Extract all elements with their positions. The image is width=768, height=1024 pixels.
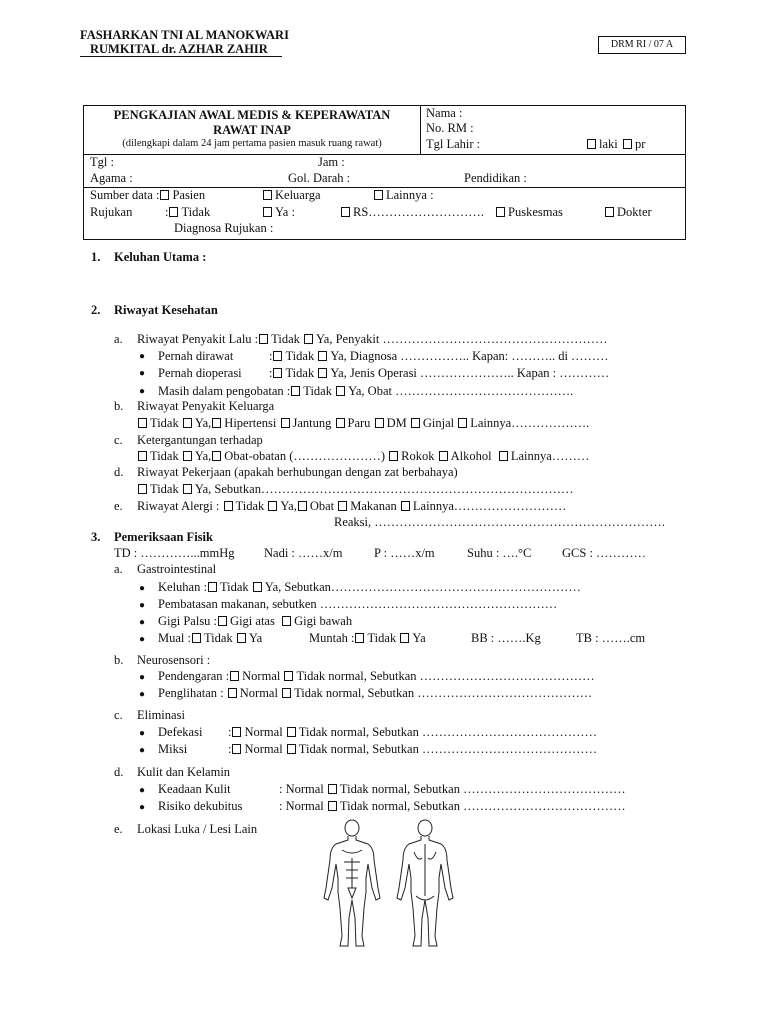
checkbox-icon[interactable] — [183, 418, 192, 428]
item-letter-d: d. — [114, 465, 124, 479]
patient-identity-table — [83, 105, 686, 240]
tgl-field[interactable]: Tgl : — [90, 155, 114, 169]
checkbox-icon[interactable] — [192, 633, 201, 643]
item-letter-e: e. — [114, 499, 123, 513]
checkbox-icon[interactable] — [318, 351, 327, 361]
checkbox-icon[interactable] — [389, 451, 398, 461]
checkbox-icon[interactable] — [355, 633, 364, 643]
vital-td[interactable]: TD : …………...mmHg — [114, 546, 235, 560]
body-front-figure — [324, 820, 380, 946]
neurosensori-label: Neurosensori : — [137, 653, 211, 667]
checkbox-icon — [374, 190, 383, 200]
checkbox-icon[interactable] — [587, 139, 596, 149]
sumber-data-row: Sumber data : Pasien — [90, 188, 206, 202]
bullet-icon: ● — [139, 386, 146, 397]
pernah-dirawat-label: Pernah dirawat — [158, 349, 234, 363]
item-letter-c: c. — [114, 708, 123, 722]
riwayat-penyakit-lalu: Riwayat Penyakit Lalu : Tidak Ya, Penyakit ……………………………………………… — [137, 332, 608, 346]
checkbox-icon — [169, 207, 178, 217]
agama-field[interactable]: Agama : — [90, 171, 133, 185]
risiko-dekubitus-label: Risiko dekubitus — [158, 799, 243, 813]
hospital-header — [80, 28, 289, 57]
rujukan-label: Rujukan — [90, 205, 133, 219]
checkbox-icon[interactable] — [439, 451, 448, 461]
checkbox-icon[interactable] — [298, 501, 307, 511]
gi-mual: Mual : Tidak Ya — [158, 631, 263, 645]
item-letter-b: b. — [114, 653, 124, 667]
sumber-lainnya[interactable]: Lainnya : — [373, 188, 434, 203]
bullet-icon: ● — [139, 802, 146, 813]
ketergantungan-options: Tidak Ya, Obat-obatan (…………………) Rokok Alkohol Lainnya……… — [137, 449, 589, 464]
riwayat-keluarga-label: Riwayat Penyakit Keluarga — [137, 399, 275, 413]
neuro-pendengaran: Pendengaran : Normal Tidak normal, Sebutkan …………………………………… — [158, 669, 595, 683]
checkbox-icon[interactable] — [232, 727, 241, 737]
item-letter-a: a. — [114, 332, 123, 346]
checkbox-icon[interactable] — [458, 418, 467, 428]
checkbox-icon[interactable] — [259, 334, 268, 344]
checkbox-icon[interactable] — [282, 688, 291, 698]
rujukan-ya[interactable]: Ya : — [262, 205, 295, 220]
form-title-2: RAWAT INAP — [213, 123, 291, 137]
gender-pr[interactable]: pr — [622, 137, 645, 152]
bullet-icon: ● — [139, 617, 146, 628]
checkbox-icon[interactable] — [623, 139, 632, 149]
keadaan-kulit-label: Keadaan Kulit — [158, 782, 231, 796]
riwayat-alergi: Riwayat Alergi : Tidak Ya, Obat Makanan Lainnya……………………… — [137, 499, 567, 513]
pemeriksaan-fisik-title: Pemeriksaan Fisik — [114, 530, 213, 544]
jam-field[interactable]: Jam : — [318, 155, 345, 169]
norm-field[interactable]: No. RM : — [426, 121, 474, 135]
vital-gcs[interactable]: GCS : ………… — [562, 546, 647, 560]
kulit-kelamin-label: Kulit dan Kelamin — [137, 765, 231, 779]
checkbox-icon[interactable] — [336, 386, 345, 396]
gi-bb[interactable]: BB : …….Kg — [471, 631, 541, 645]
vital-p[interactable]: P : ……x/m — [374, 546, 435, 560]
checkbox-icon[interactable] — [218, 616, 227, 626]
section-3-number: 3. — [91, 530, 101, 544]
checkbox-icon[interactable] — [237, 633, 246, 643]
bullet-icon: ● — [139, 745, 146, 756]
checkbox-icon[interactable] — [282, 616, 291, 626]
checkbox-icon[interactable] — [183, 484, 192, 494]
checkbox-icon[interactable] — [160, 190, 169, 200]
checkbox-icon[interactable] — [138, 418, 147, 428]
checkbox-icon[interactable] — [228, 688, 237, 698]
checkbox-icon[interactable] — [336, 418, 345, 428]
ketergantungan-label: Ketergantungan terhadap — [137, 433, 263, 447]
item-letter-d: d. — [114, 765, 124, 779]
checkbox-icon — [263, 207, 272, 217]
item-letter-e: e. — [114, 822, 123, 836]
checkbox-icon — [605, 207, 614, 217]
checkbox-icon[interactable] — [304, 334, 313, 344]
riwayat-keluarga-options: Tidak Ya, Hipertensi Jantung Paru DM Ginjal Lainnya………………. — [137, 416, 589, 431]
checkbox-icon[interactable] — [338, 501, 347, 511]
checkbox-icon[interactable] — [224, 501, 233, 511]
gol-darah-field[interactable]: Gol. Darah : — [288, 171, 351, 185]
miksi-options: : Normal Tidak normal, Sebutkan …………………………………… — [228, 742, 597, 756]
form-code: DRM RI / 07 A — [598, 36, 686, 54]
checkbox-icon[interactable] — [138, 451, 147, 461]
checkbox-icon[interactable] — [287, 727, 296, 737]
keluhan-utama-title: Keluhan Utama : — [114, 250, 207, 264]
org-line-1: FASHARKAN TNI AL MANOKWARI — [80, 28, 289, 42]
checkbox-icon[interactable] — [328, 784, 337, 794]
bullet-icon: ● — [139, 583, 146, 594]
checkbox-icon[interactable] — [230, 671, 239, 681]
body-map-figure[interactable] — [318, 818, 468, 950]
defekasi-label: Defekasi — [158, 725, 203, 739]
checkbox-icon — [496, 207, 505, 217]
checkbox-icon[interactable] — [281, 418, 290, 428]
checkbox-icon[interactable] — [138, 484, 147, 494]
bullet-icon: ● — [139, 672, 146, 683]
risiko-dekubitus-options: : Normal Tidak normal, Sebutkan ………………………………… — [279, 799, 626, 813]
pendidikan-field[interactable]: Pendidikan : — [464, 171, 527, 185]
org-line-2: RUMKITAL dr. AZHAR ZAHIR — [80, 42, 282, 57]
checkbox-icon[interactable] — [401, 501, 410, 511]
bullet-icon: ● — [139, 689, 146, 700]
gi-keluhan: Keluhan : Tidak Ya, Sebutkan…………………………………………………… — [158, 580, 581, 594]
gi-pembatasan[interactable]: Pembatasan makanan, sebutken ………………………………………………… — [158, 597, 558, 611]
gastrointestinal-label: Gastrointestinal — [137, 562, 217, 576]
section-1-number: 1. — [91, 250, 101, 264]
defekasi-options: : Normal Tidak normal, Sebutkan …………………………………… — [228, 725, 597, 739]
checkbox-icon[interactable] — [328, 801, 337, 811]
checkbox-icon[interactable] — [400, 633, 409, 643]
rujukan-dokter[interactable]: Dokter — [604, 205, 652, 220]
pernah-dioperasi-options: : Tidak Ya, Jenis Operasi ………………….. Kapan : ………… — [269, 366, 610, 380]
neuro-penglihatan: Penglihatan : Normal Tidak normal, Sebutkan …………………………………… — [158, 686, 593, 700]
checkbox-icon[interactable] — [253, 582, 262, 592]
bullet-icon: ● — [139, 351, 146, 362]
bullet-icon: ● — [139, 728, 146, 739]
bullet-icon: ● — [139, 785, 146, 796]
riwayat-pekerjaan-options: Tidak Ya, Sebutkan………………………………………………………………… — [137, 482, 573, 497]
checkbox-icon — [341, 207, 350, 217]
checkbox-icon[interactable] — [318, 368, 327, 378]
vital-suhu[interactable]: Suhu : ….°C — [467, 546, 532, 560]
form-title-1: PENGKAJIAN AWAL MEDIS & KEPERAWATAN — [113, 108, 391, 122]
pernah-dioperasi-label: Pernah dioperasi — [158, 366, 242, 380]
rujukan-rs[interactable]: RS………………………. — [340, 205, 484, 220]
sumber-keluarga[interactable]: Keluarga — [262, 188, 321, 203]
rujukan-tidak[interactable]: : Tidak — [165, 205, 211, 219]
checkbox-icon[interactable] — [212, 418, 221, 428]
miksi-label: Miksi — [158, 742, 188, 756]
body-back-figure — [397, 820, 453, 946]
item-letter-b: b. — [114, 399, 124, 413]
checkbox-icon[interactable] — [183, 451, 192, 461]
checkbox-icon[interactable] — [287, 744, 296, 754]
lokasi-luka-label: Lokasi Luka / Lesi Lain — [137, 822, 258, 836]
checkbox-icon[interactable] — [291, 386, 300, 396]
checkbox-icon[interactable] — [499, 451, 508, 461]
checkbox-icon[interactable] — [268, 501, 277, 511]
nama-field[interactable]: Nama : — [426, 106, 463, 120]
eliminasi-label: Eliminasi — [137, 708, 185, 722]
checkbox-icon[interactable] — [208, 582, 217, 592]
gender-laki[interactable]: laki — [586, 137, 618, 152]
checkbox-icon[interactable] — [232, 744, 241, 754]
keadaan-kulit-options: : Normal Tidak normal, Sebutkan ………………………………… — [279, 782, 626, 796]
pernah-dirawat-options: : Tidak Ya, Diagnosa …………….. Kapan: ……….. di ……… — [269, 349, 609, 363]
form-subtitle: (dilengkapi dalam 24 jam pertama pasien masuk ruang rawat) — [122, 138, 382, 149]
gi-tb[interactable]: TB : …….cm — [576, 631, 646, 645]
checkbox-icon — [263, 190, 272, 200]
masih-pengobatan: Masih dalam pengobatan : Tidak Ya, Obat ……………………………………. — [158, 384, 574, 398]
checkbox-icon[interactable] — [284, 671, 293, 681]
checkbox-icon[interactable] — [212, 451, 221, 461]
section-2-number: 2. — [91, 303, 101, 317]
riwayat-pekerjaan-label: Riwayat Pekerjaan (apakah berhubungan dengan zat berbahaya) — [137, 465, 458, 479]
bullet-icon: ● — [139, 634, 146, 645]
checkbox-icon[interactable] — [411, 418, 420, 428]
diagnosa-rujukan-field[interactable]: Diagnosa Rujukan : — [174, 221, 274, 235]
bullet-icon: ● — [139, 368, 146, 379]
item-letter-c: c. — [114, 433, 123, 447]
tgl-lahir-field[interactable]: Tgl Lahir : — [426, 137, 481, 151]
item-letter-a: a. — [114, 562, 123, 576]
checkbox-icon[interactable] — [375, 418, 384, 428]
checkbox-icon[interactable] — [273, 368, 282, 378]
riwayat-kesehatan-title: Riwayat Kesehatan — [114, 303, 218, 317]
gi-muntah: Muntah : Tidak Ya — [309, 631, 426, 645]
alergi-reaksi[interactable]: Reaksi, ……………………………………………………………. — [334, 515, 665, 529]
rujukan-puskesmas[interactable]: Puskesmas — [495, 205, 563, 220]
vital-nadi[interactable]: Nadi : ……x/m — [264, 546, 343, 560]
bullet-icon: ● — [139, 600, 146, 611]
checkbox-icon[interactable] — [273, 351, 282, 361]
gi-gigi-palsu: Gigi Palsu : Gigi atas Gigi bawah — [158, 614, 353, 628]
